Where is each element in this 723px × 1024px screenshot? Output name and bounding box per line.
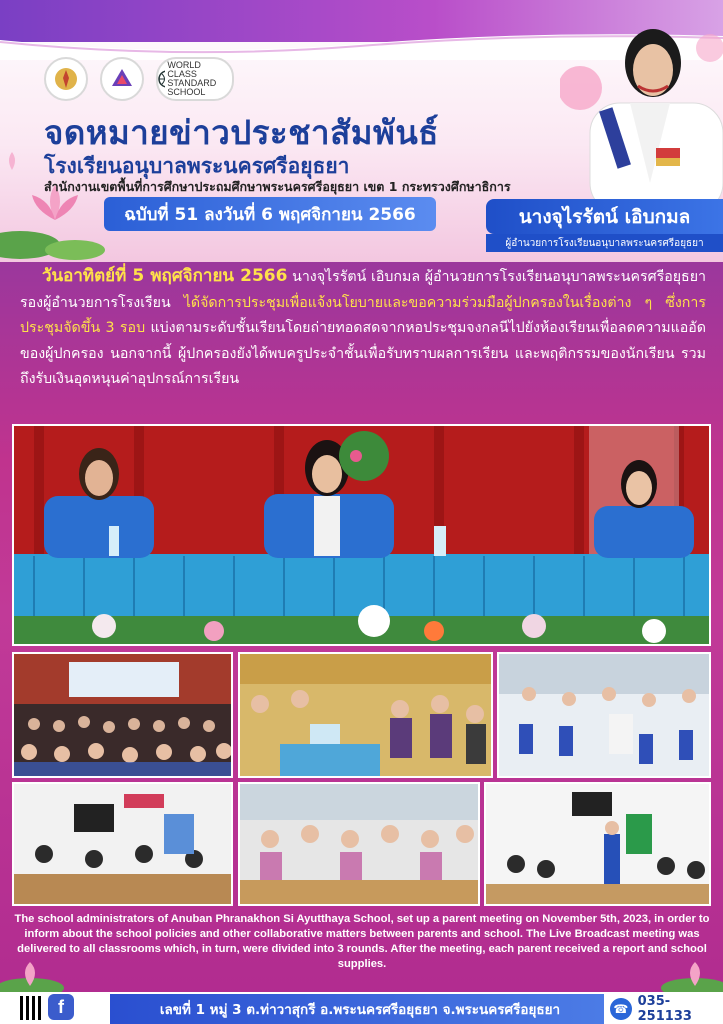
- director-name: นางจุไรรัตน์ เอิบกมล: [486, 199, 723, 234]
- article-body: [20, 264, 706, 393]
- phone-icon: ☎: [610, 998, 632, 1020]
- issue-badge: ฉบับที่ 51 ลงวันที่ 6 พฤศจิกายน 2566: [104, 197, 436, 231]
- lotus-right-icon: [655, 960, 723, 994]
- director-role: ผู้อำนวยการโรงเรียนอนุบาลพระนครศรีอยุธยา: [486, 234, 723, 252]
- footer-address: เลขที่ 1 หมู่ 3 ต.ท่าวาสุกรี อ.พระนครศรีอยุธยา จ.พระนครศรีอยุธยา: [110, 994, 610, 1024]
- article-date: วันอาทิตย์ที่ 5 พฤศจิกายน 2566: [42, 266, 288, 286]
- globe-icon: [158, 70, 165, 88]
- photo-classroom-live: [12, 782, 233, 906]
- logo-group: [44, 57, 234, 101]
- article-highlight: ได้จัดการประชุมเพื่อแจ้งนโยบายและขอความร่วมมือผู้ปกครองในเรื่องต่าง ๆ ซึ่งการประชุมจัดขึ้น 3 รอบ: [20, 294, 706, 336]
- newsletter-title: จดหมายข่าวประชาสัมพันธ์: [44, 113, 439, 152]
- photo-classroom-meeting: [497, 652, 711, 778]
- emblem-icon: [100, 57, 144, 101]
- director-portrait: [560, 8, 723, 208]
- world-class-logo: [156, 57, 234, 101]
- facebook-icon[interactable]: f: [48, 994, 74, 1020]
- office-name: สำนักงานเขตพื้นที่การศึกษาประถมศึกษาพระนครศรีอยุธยา เขต 1 กระทรวงศึกษาธิการ: [44, 179, 511, 194]
- photo-auditorium-stage: [12, 652, 233, 778]
- phone-number: 035-251133: [637, 994, 692, 1024]
- photo-registration: [238, 652, 493, 778]
- article-text-1: นางจุไรรัตน์ เอิบกมล ผู้อำนวยการโรงเรียนอนุบาลพระนครศรีอยุธยา รองผู้อำนวยการโรงเรียน: [20, 269, 706, 311]
- main-photo: [12, 424, 711, 646]
- phone-contact[interactable]: [604, 994, 723, 1024]
- lotus-left-icon: [0, 960, 70, 994]
- qr-code-icon[interactable]: [20, 996, 44, 1020]
- world-class-text: WORLD CLASS STANDARD SCHOOL: [167, 60, 217, 97]
- english-caption: The school administrators of Anuban Phranakhon Si Ayutthaya School, set up a parent meeting on November 5th, 2023, in order to inform about the school policies and other collaborative matters between parents and school. The Live Broadcast meeting was delivered to all classrooms which, in turn, were divided into 3 rounds. After the meeting, each parent received a report and school supplies.: [14, 913, 710, 970]
- photo-parents-classroom: [238, 782, 480, 906]
- photo-teacher-parents: [484, 782, 711, 906]
- article-text-2: แบ่งตามระดับชั้นเรียนโดยถ่ายทอดสดจากหอประชุมจงกลนีไปยังห้องเรียนเพื่อลดความแออัดของผู้ปกครอง นอกจากนี้ ผู้ปกครองยังได้พบครูประจำชั้นเพื่อรับทราบผลการเรียน และพฤติกรรมของนักเรียน รวมถึงรับเงินอุดหนุนค่าอุปกรณ์การเรียน: [20, 320, 706, 387]
- school-name: โรงเรียนอนุบาลพระนครศรีอยุธยา: [44, 154, 350, 178]
- school-seal-icon: [44, 57, 88, 101]
